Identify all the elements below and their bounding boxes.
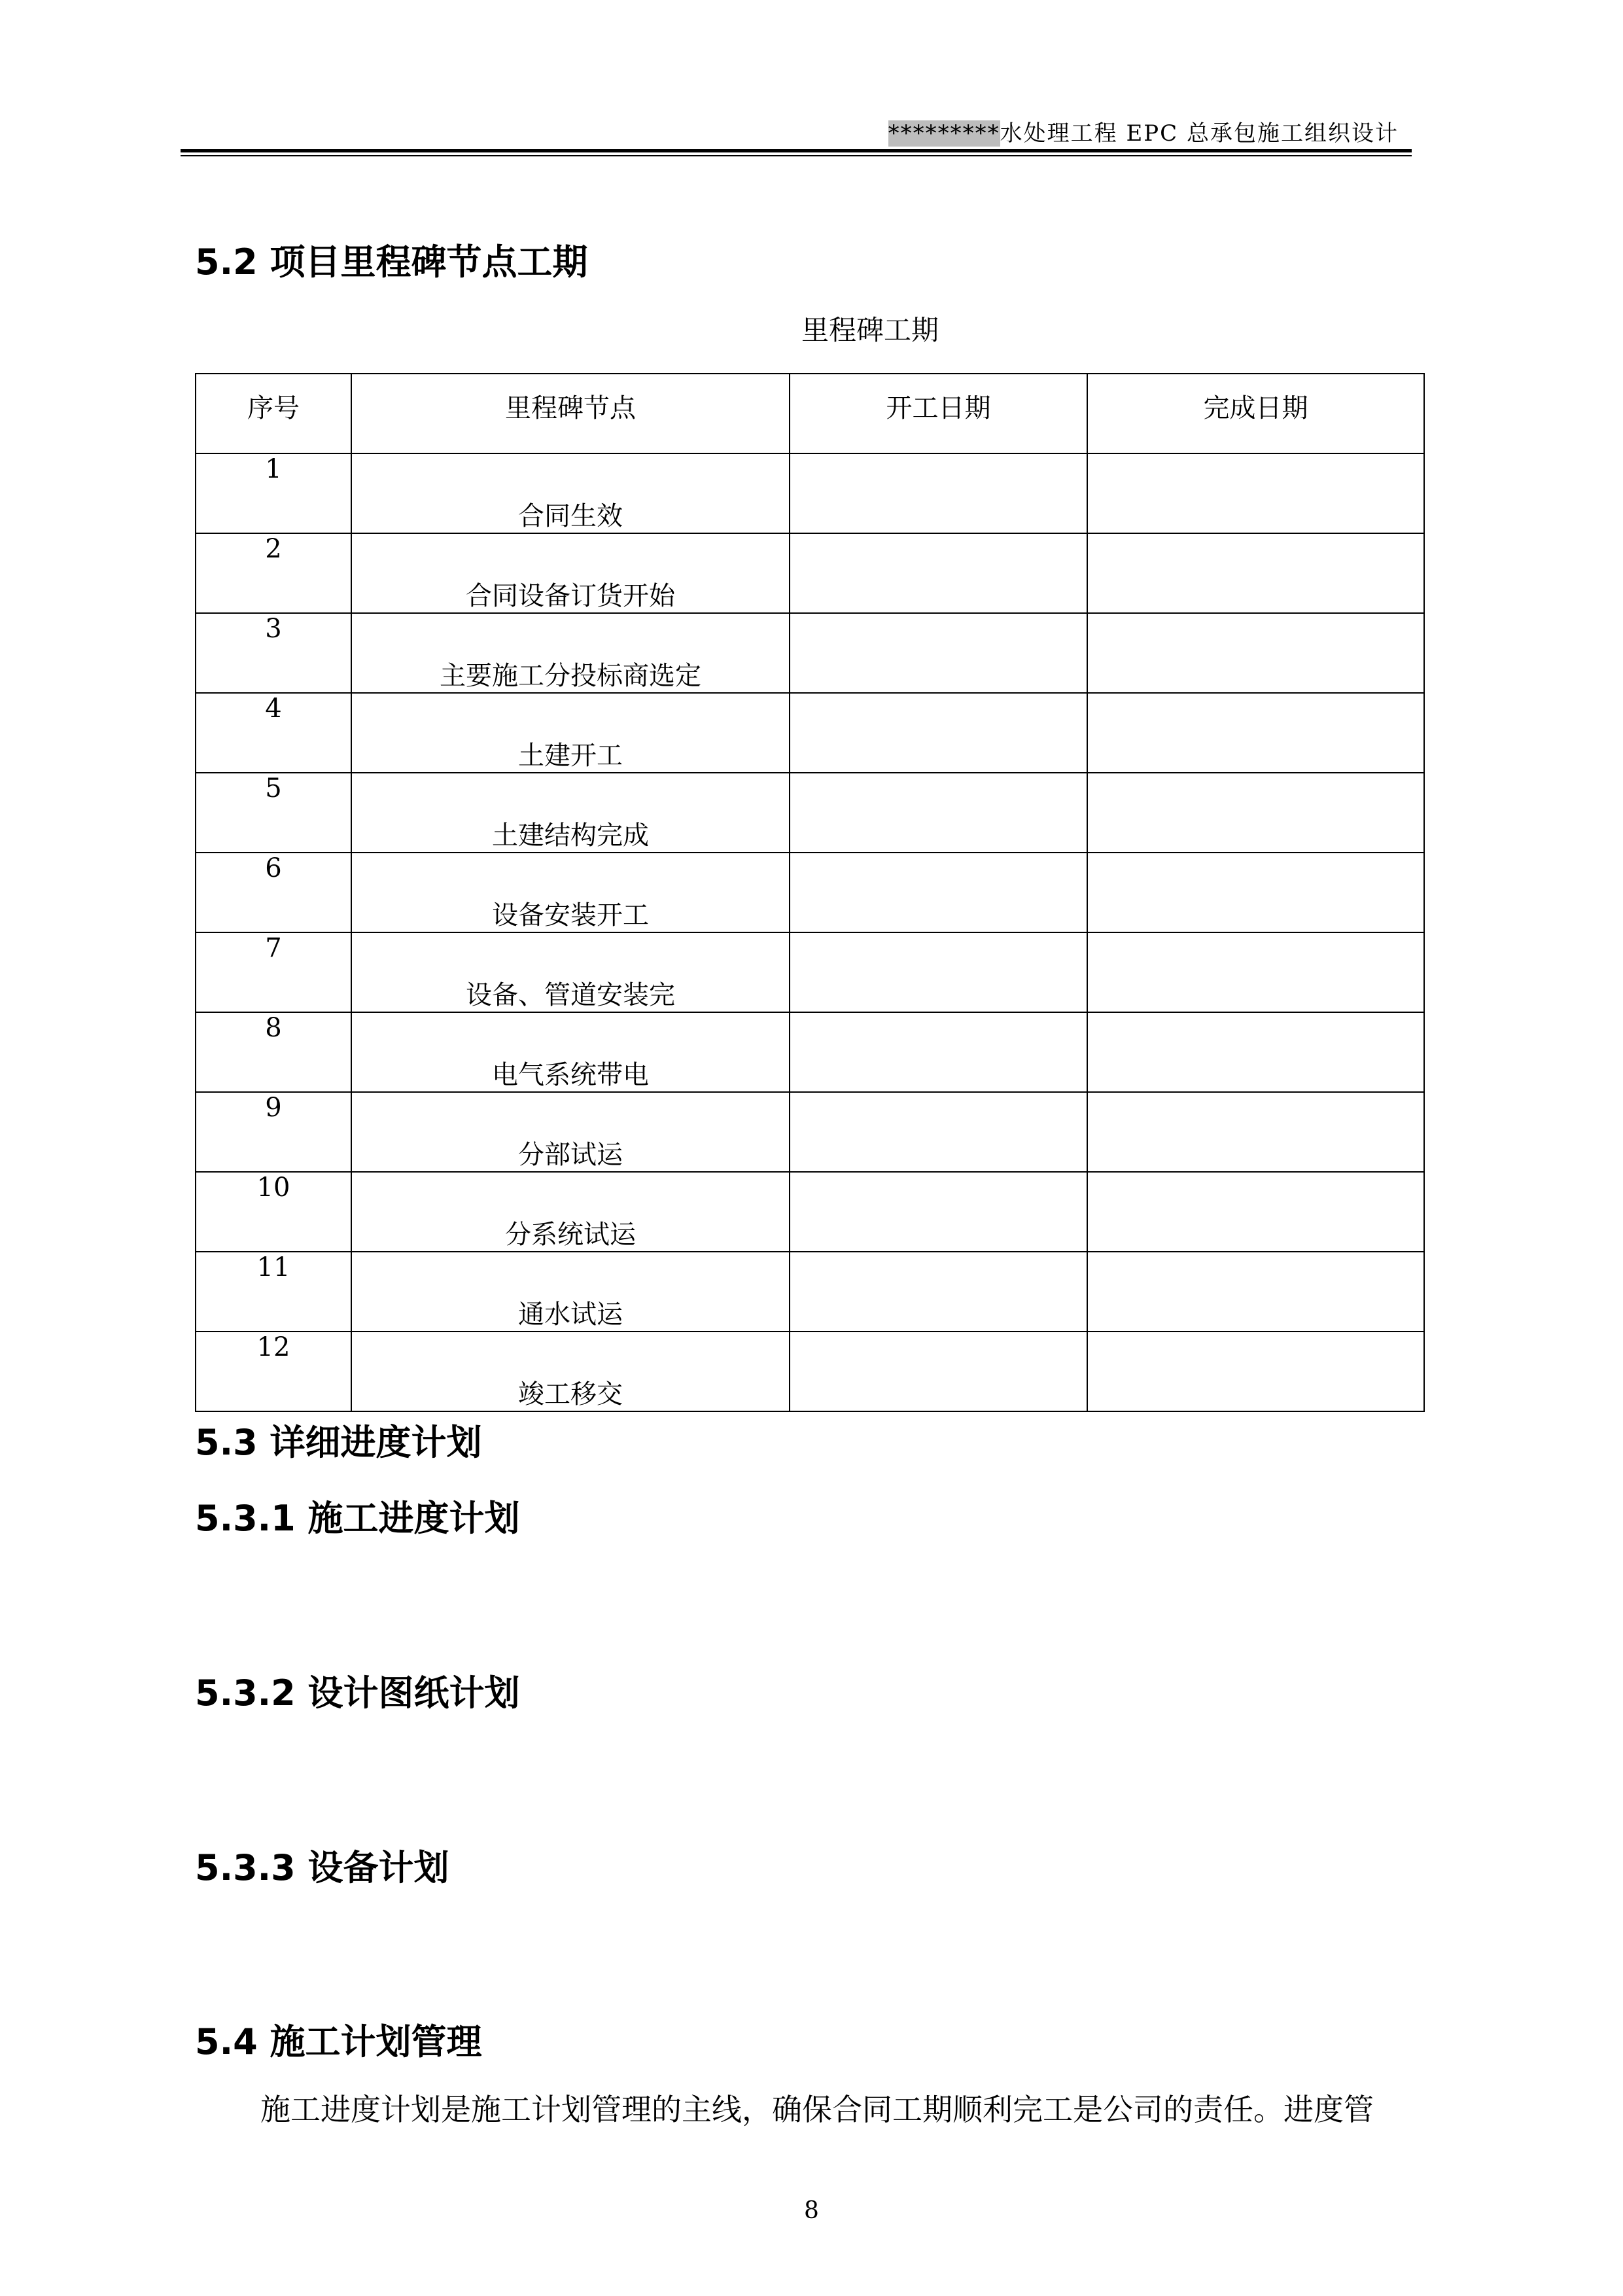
table-row	[196, 693, 1424, 773]
start-date-cell	[790, 1092, 1087, 1172]
end-date-cell	[1087, 453, 1424, 533]
row-number: 7	[196, 932, 351, 1012]
page-number: 8	[804, 2197, 819, 2224]
heading-5-3-3: 5.3.3 设备计划	[195, 1847, 449, 1888]
header-masked-name: *********	[888, 120, 1000, 147]
end-date-cell	[1087, 1332, 1424, 1411]
start-date-cell	[790, 1012, 1087, 1092]
table-row	[196, 613, 1424, 693]
table-row	[196, 533, 1424, 613]
column-header-milestone: 里程碑节点	[351, 374, 790, 453]
heading-5-4: 5.4 施工计划管理	[195, 2021, 482, 2062]
header-title-text: 水处理工程 EPC 总承包施工组织设计	[1000, 120, 1399, 147]
table-row	[196, 1332, 1424, 1411]
milestone-name: 土建结构完成	[351, 773, 790, 853]
row-number: 9	[196, 1092, 351, 1172]
milestone-name: 合同生效	[351, 453, 790, 533]
milestone-name: 竣工移交	[351, 1332, 790, 1411]
start-date-cell	[790, 932, 1087, 1012]
end-date-cell	[1087, 853, 1424, 932]
row-number: 3	[196, 613, 351, 693]
milestone-name: 设备、管道安装完	[351, 932, 790, 1012]
row-number: 1	[196, 453, 351, 533]
table-body	[196, 453, 1424, 1411]
table-row	[196, 1092, 1424, 1172]
row-number: 10	[196, 1172, 351, 1252]
column-header-start-date: 开工日期	[790, 374, 1087, 453]
end-date-cell	[1087, 932, 1424, 1012]
start-date-cell	[790, 693, 1087, 773]
row-number: 5	[196, 773, 351, 853]
row-number: 11	[196, 1252, 351, 1332]
header-title	[888, 115, 1399, 147]
column-header-no: 序号	[196, 374, 351, 453]
end-date-cell	[1087, 1092, 1424, 1172]
row-number: 4	[196, 693, 351, 773]
column-header-end-date: 完成日期	[1087, 374, 1424, 453]
heading-5-2: 5.2 项目里程碑节点工期	[195, 241, 588, 283]
table-header-row	[196, 374, 1424, 453]
end-date-cell	[1087, 1172, 1424, 1252]
page-header	[181, 111, 1412, 150]
milestone-name: 合同设备订货开始	[351, 533, 790, 613]
table-row	[196, 773, 1424, 853]
body-paragraph: 施工进度计划是施工计划管理的主线，确保合同工期顺利完工是公司的责任。进度管	[260, 2092, 1374, 2127]
milestone-name: 设备安装开工	[351, 853, 790, 932]
start-date-cell	[790, 1172, 1087, 1252]
row-number: 12	[196, 1332, 351, 1411]
row-number: 8	[196, 1012, 351, 1092]
end-date-cell	[1087, 693, 1424, 773]
start-date-cell	[790, 1332, 1087, 1411]
start-date-cell	[790, 853, 1087, 932]
end-date-cell	[1087, 1252, 1424, 1332]
end-date-cell	[1087, 533, 1424, 613]
heading-5-3: 5.3 详细进度计划	[195, 1422, 482, 1463]
row-number: 2	[196, 533, 351, 613]
milestone-name: 土建开工	[351, 693, 790, 773]
table-row	[196, 853, 1424, 932]
milestone-name: 通水试运	[351, 1252, 790, 1332]
heading-5-3-1: 5.3.1 施工进度计划	[195, 1498, 520, 1539]
milestone-name: 分部试运	[351, 1092, 790, 1172]
start-date-cell	[790, 613, 1087, 693]
table-row	[196, 1252, 1424, 1332]
end-date-cell	[1087, 1012, 1424, 1092]
table-caption: 里程碑工期	[801, 314, 939, 346]
header-rule-thin	[181, 155, 1412, 156]
milestone-table	[195, 373, 1425, 1412]
heading-5-3-2: 5.3.2 设计图纸计划	[195, 1672, 520, 1714]
milestone-name: 分系统试运	[351, 1172, 790, 1252]
end-date-cell	[1087, 613, 1424, 693]
start-date-cell	[790, 533, 1087, 613]
table-row	[196, 1012, 1424, 1092]
table-row	[196, 932, 1424, 1012]
milestone-name: 电气系统带电	[351, 1012, 790, 1092]
start-date-cell	[790, 1252, 1087, 1332]
table-row	[196, 453, 1424, 533]
start-date-cell	[790, 773, 1087, 853]
table-row	[196, 1172, 1424, 1252]
milestone-name: 主要施工分投标商选定	[351, 613, 790, 693]
row-number: 6	[196, 853, 351, 932]
start-date-cell	[790, 453, 1087, 533]
end-date-cell	[1087, 773, 1424, 853]
header-rule-thick	[181, 149, 1412, 152]
